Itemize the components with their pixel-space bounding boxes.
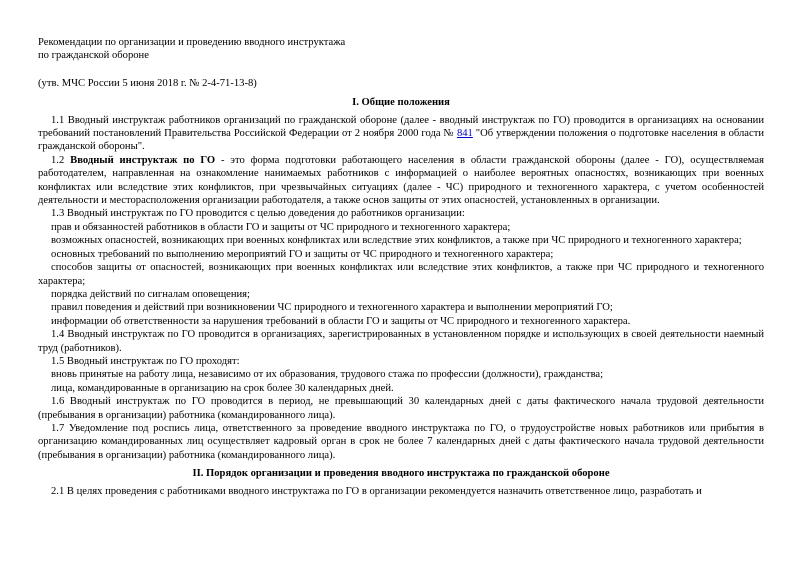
- paragraph-1-6: 1.6 Вводный инструктаж по ГО проводится в период, не превышающий 30 календарных дней с даты фактического начала трудовой деятельности (пребывания в организации) работника (командированного лица).: [38, 396, 764, 421]
- paragraph-1-1: [38, 114, 764, 154]
- paragraph-1-2-term: Вводный инструктаж по ГО: [70, 154, 216, 166]
- list-item: правил поведения и действий при возникновении ЧС природного и техногенного характера и выполнении мероприятий ГО;: [51, 302, 613, 314]
- paragraph-1-2-number: 1.2: [51, 154, 71, 166]
- spacer: [38, 63, 764, 77]
- approval-note: (утв. МЧС России 5 июня 2018 г. № 2-4-71-13-8): [38, 77, 257, 89]
- list-item: возможных опасностей, возникающих при военных конфликтах или вследствие этих конфликтов, а также при ЧС природного и техногенного характера;: [51, 235, 742, 247]
- list-item: порядка действий по сигналам оповещения;: [51, 288, 251, 300]
- section-1-heading: I. Общие положения: [352, 97, 450, 109]
- list-item: лица, командированные в организацию на срок более 30 календарных дней.: [51, 382, 394, 394]
- paragraph-1-5: 1.5 Вводный инструктаж по ГО проходят:: [51, 355, 240, 367]
- document-title-line-1: Рекомендации по организации и проведению вводного инструктажа: [38, 37, 346, 48]
- list-item: прав и обязанностей работников в области ГО и защиты от ЧС природного и техногенного характера;: [51, 221, 511, 233]
- list-item: способов защиты от опасностей, возникающих при военных конфликтах или вследствие этих конфликтов, а также при ЧС природного и техногенного характера;: [38, 262, 764, 287]
- section-2-heading: II. Порядок организации и проведения вводного инструктажа по гражданской обороне: [192, 468, 610, 480]
- document-title-line-2: по гражданской обороне: [38, 50, 149, 62]
- document-page: [38, 36, 764, 498]
- list-item: вновь принятые на работу лица, независимо от их образования, трудового стажа по профессии (должности), гражданства;: [51, 369, 604, 381]
- paragraph-1-3: 1.3 Вводный инструктаж по ГО проводится с целью доведения до работников организации:: [51, 208, 465, 220]
- list-item: основных требований по выполнению мероприятий ГО и защиты от ЧС природного и техногенного характера;: [51, 248, 554, 260]
- paragraph-1-4: 1.4 Вводный инструктаж по ГО проводится в организациях, зарегистрированных в установленном порядке и использующих в своей деятельности наемный труд (работников).: [38, 329, 764, 354]
- paragraph-1-1-tail: "Об утверждении положения о подготовке населения в области гражданской обороны".: [38, 128, 764, 153]
- list-item: информации об ответственности за нарушения требований в области ГО и защиты от ЧС природного и техногенного характера.: [51, 315, 631, 327]
- paragraph-1-1-text: 1.1 Вводный инструктаж работников организаций по гражданской обороне (далее - вводный инструктаж по ГО) проводится в организациях на основании требований постановлений Правительства Российской Федерации от 2 ноября 2000 года №: [38, 114, 764, 140]
- paragraph-1-7: 1.7 Уведомление под роспись лица, ответственного за проведение вводного инструктажа по ГО, о трудоустройстве новых работников или прибытия в организацию командированных лиц осуществляет кадровый орган в срок не более 7 календарных дней с даты фактического начала трудовой деятельности (пребывания в организации) работника (командированного лица).: [38, 422, 764, 461]
- paragraph-1-2: [38, 154, 764, 208]
- paragraph-1-2-text: - это форма подготовки работающего населения в области гражданской обороны (далее - ГО), осуществляемая работодателем, направленная на ознакомление нанимаемых работников с информацией о наиболее вероятных опасностях, возникающих при военных конфликтах или вследствие этих конфликтов, при чрезвычайных ситуациях (далее - ЧС) природного и техногенного характера, с учетом особенностей деятельности и месторасположения организации работодателя, а также основ защиты от этих опасностей, установленных в организации.: [38, 154, 764, 207]
- paragraph-2-1: 2.1 В целях проведения с работниками вводного инструктажа по ГО в организации рекомендуется назначить ответственное лицо, разработать и: [51, 485, 702, 497]
- decree-841-link[interactable]: 841: [456, 128, 473, 140]
